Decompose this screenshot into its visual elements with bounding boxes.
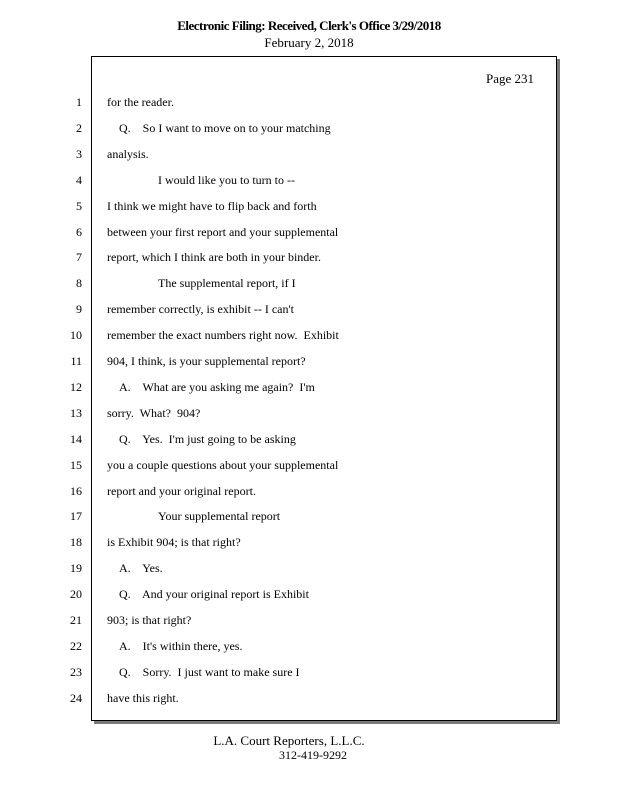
- filing-stamp: Electronic Filing: Received, Clerk's Office 3/29/2018: [177, 18, 441, 33]
- transcript-line: Q. Sorry. I just want to make sure I: [119, 665, 300, 679]
- transcript-line: A. What are you asking me again? I'm: [119, 380, 315, 394]
- transcript-line: 904, I think, is your supplemental report?: [107, 354, 306, 368]
- line-number: 10: [70, 328, 82, 342]
- transcript-line: A. Yes.: [119, 561, 163, 575]
- transcript-line: Your supplemental report: [158, 509, 281, 523]
- transcript-line: remember the exact numbers right now. Exhibit: [107, 328, 339, 342]
- line-number: 8: [76, 276, 82, 290]
- transcript-line: between your first report and your supplemental: [107, 225, 339, 239]
- line-number: 22: [70, 639, 82, 653]
- transcript-line: report and your original report.: [107, 484, 256, 498]
- filing-date: February 2, 2018: [264, 35, 354, 50]
- transcript-line: The supplemental report, if I: [158, 276, 296, 290]
- line-number: 2: [76, 121, 82, 135]
- line-number: 20: [70, 587, 82, 601]
- transcript-line: for the reader.: [107, 95, 174, 109]
- line-number: 5: [76, 199, 82, 213]
- line-number: 17: [70, 509, 82, 523]
- line-number: 16: [70, 484, 82, 498]
- line-number: 15: [70, 458, 82, 472]
- page-number: Page 231: [485, 71, 534, 86]
- line-number: 3: [76, 147, 82, 161]
- line-number: 12: [70, 380, 82, 394]
- line-number: 23: [70, 665, 82, 679]
- line-number: 21: [70, 613, 82, 627]
- transcript-line: Q. And your original report is Exhibit: [119, 587, 309, 601]
- transcript-line: report, which I think are both in your binder.: [107, 250, 321, 264]
- transcript-line: 903; is that right?: [107, 613, 192, 627]
- line-number: 13: [70, 406, 82, 420]
- line-number: 24: [70, 691, 82, 705]
- transcript-line: is Exhibit 904; is that right?: [107, 535, 241, 549]
- transcript-line: Q. Yes. I'm just going to be asking: [119, 432, 296, 446]
- line-number: 4: [76, 173, 82, 187]
- transcript-line: you a couple questions about your supplemental: [107, 458, 339, 472]
- line-number: 18: [70, 535, 82, 549]
- reporter-company: L.A. Court Reporters, L.L.C.: [213, 733, 365, 748]
- transcript-line: sorry. What? 904?: [107, 406, 201, 420]
- line-number: 1: [76, 95, 82, 109]
- line-number: 19: [70, 561, 82, 575]
- transcript-line: analysis.: [107, 147, 149, 161]
- line-number: 11: [70, 354, 82, 368]
- transcript-line: I would like you to turn to --: [158, 173, 295, 187]
- transcript-line: Q. So I want to move on to your matching: [119, 121, 331, 135]
- transcript-line: have this right.: [107, 691, 179, 705]
- transcript-line: A. It's within there, yes.: [119, 639, 243, 653]
- line-number: 9: [76, 302, 82, 316]
- transcript-line: remember correctly, is exhibit -- I can't: [107, 302, 294, 316]
- transcript-line: I think we might have to flip back and forth: [107, 199, 317, 213]
- line-number: 6: [76, 225, 82, 239]
- reporter-phone: 312-419-9292: [279, 748, 347, 762]
- line-number: 7: [76, 250, 82, 264]
- line-number: 14: [70, 432, 82, 446]
